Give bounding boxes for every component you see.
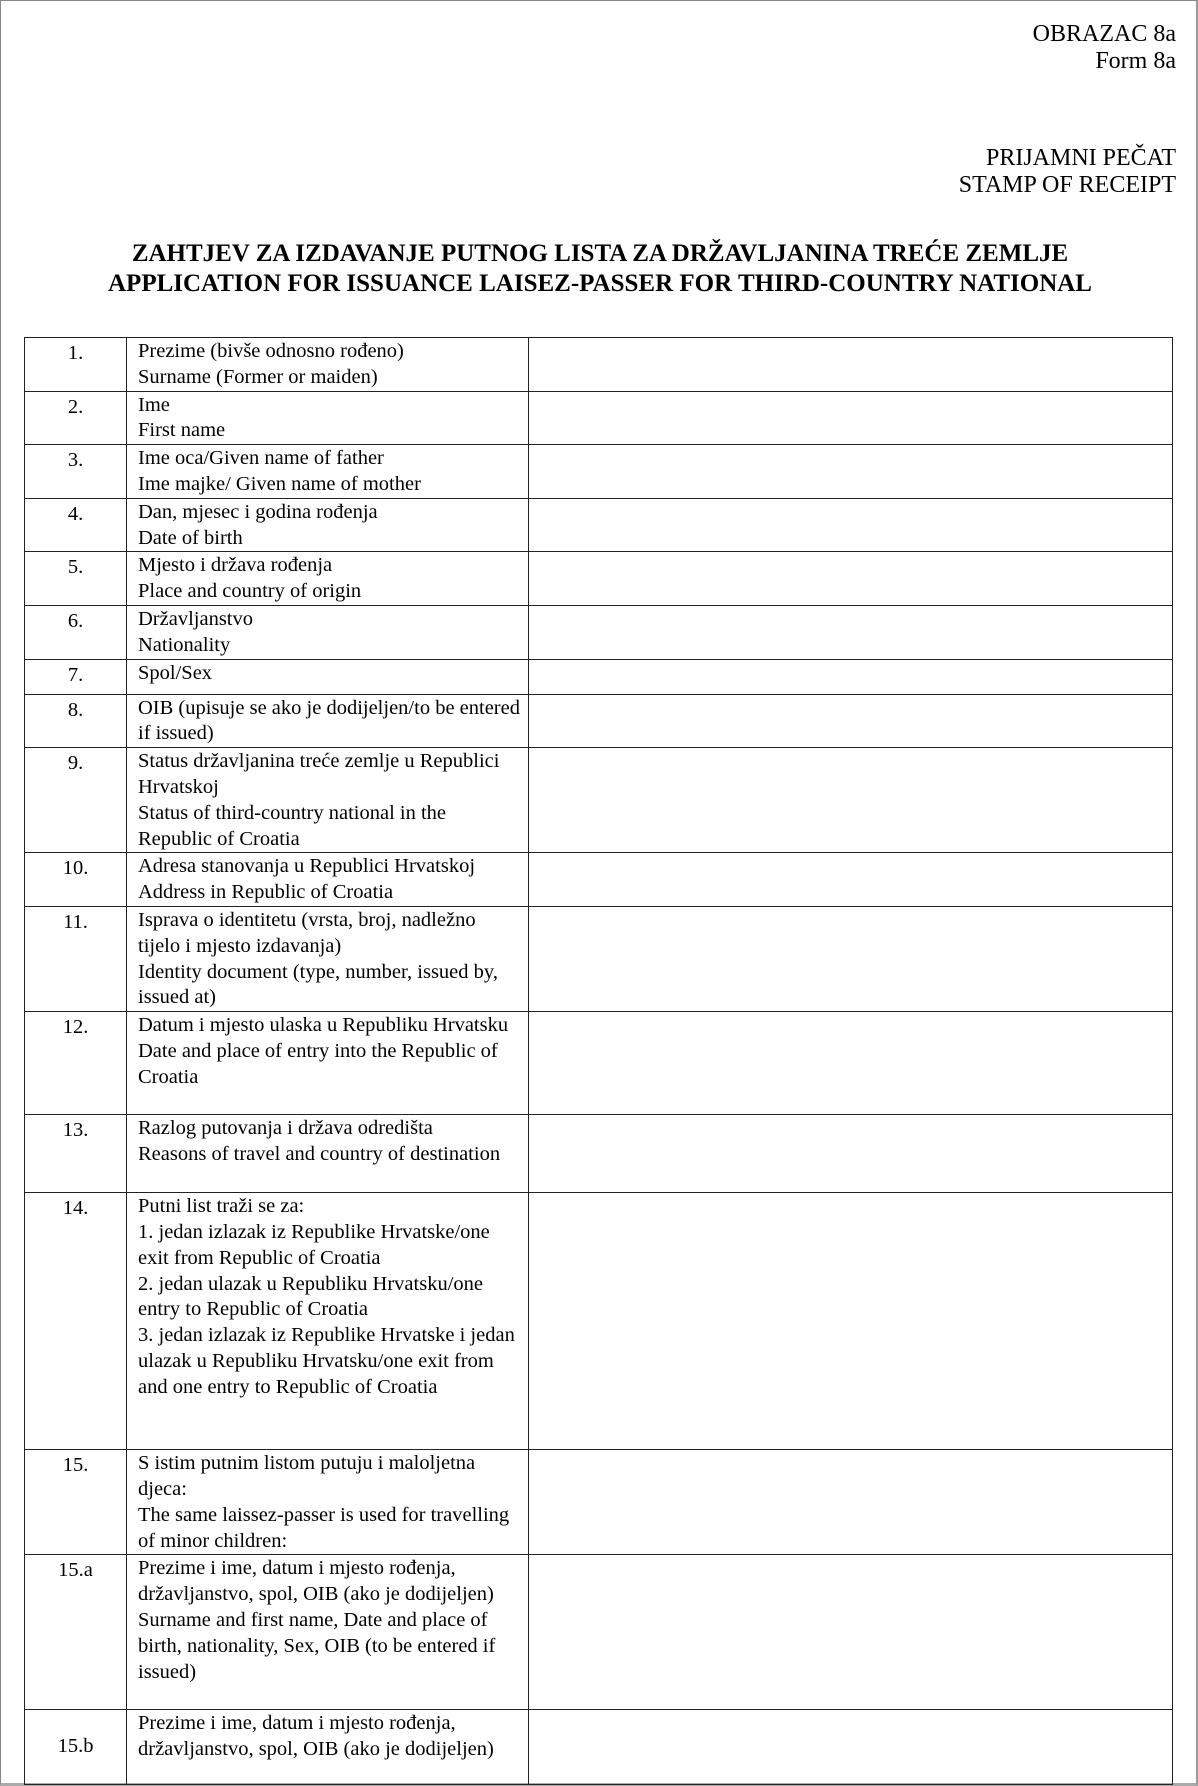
row-number: 3.	[25, 445, 127, 499]
title-hr: ZAHTJEV ZA IZDAVANJE PUTNOG LISTA ZA DRŽAVLJANINA TREĆE ZEMLJE	[131, 240, 1069, 267]
row-label: Mjesto i država rođenja Place and country of origin	[127, 552, 529, 606]
row-value-field[interactable]	[529, 748, 1173, 853]
table-row	[25, 1193, 1173, 1450]
row-value-field[interactable]	[529, 1450, 1173, 1555]
form-number	[1033, 21, 1176, 75]
row-label: Ime oca/Given name of father Ime majke/ Given name of mother	[127, 445, 529, 499]
row-number: 7.	[25, 659, 127, 694]
row-label: Spol/Sex	[127, 659, 529, 694]
row-label: Datum i mjesto ulaska u Republiku Hrvatsku Date and place of entry into the Republic of Croatia	[127, 1012, 529, 1115]
row-label: Ime First name	[127, 391, 529, 445]
row-label: S istim putnim listom putuju i maloljetna djeca: The same laissez-passer is used for travelling of minor children:	[127, 1450, 529, 1555]
table-row	[25, 748, 1173, 853]
table-row	[25, 391, 1173, 445]
row-value-field[interactable]	[529, 498, 1173, 552]
row-value-field[interactable]	[529, 1012, 1173, 1115]
stamp-label-hr: PRIJAMNI PEČAT	[985, 145, 1176, 171]
row-value-field[interactable]	[529, 605, 1173, 659]
row-label: Putni list traži se za: 1. jedan izlazak iz Republike Hrvatske/one exit from Republic of Croatia 2. jedan ulazak u Republiku Hrvatsku/one entry to Republic of Croatia 3. jedan izlazak iz Republike Hrvatske i jedan ulazak u Republiku Hrvatsku/one exit from and one entry to Republic of Croatia	[127, 1193, 529, 1450]
table-row	[25, 694, 1173, 748]
row-number: 13.	[25, 1115, 127, 1193]
table-row	[25, 605, 1173, 659]
table-row	[25, 552, 1173, 606]
row-value-field[interactable]	[529, 552, 1173, 606]
row-label: Adresa stanovanja u Republici Hrvatskoj Address in Republic of Croatia	[127, 853, 529, 907]
row-label: Prezime i ime, datum i mjesto rođenja, državljanstvo, spol, OIB (ako je dodijeljen) Surname and first name, Date and place of birth, nationality, Sex, OIB (to be entered if issued)	[127, 1555, 529, 1710]
row-number: 15.	[25, 1450, 127, 1555]
row-value-field[interactable]	[529, 1193, 1173, 1450]
row-value-field[interactable]	[529, 694, 1173, 748]
stamp-label-en: STAMP OF RECEIPT	[958, 172, 1176, 198]
table-row	[25, 1012, 1173, 1115]
row-number: 2.	[25, 391, 127, 445]
row-value-field[interactable]	[529, 1555, 1173, 1710]
row-number: 4.	[25, 498, 127, 552]
table-row	[25, 1115, 1173, 1193]
row-number: 8.	[25, 694, 127, 748]
row-label: Prezime i ime, datum i mjesto rođenja, državljanstvo, spol, OIB (ako je dodijeljen)	[127, 1710, 529, 1785]
form-number-hr: OBRAZAC 8a	[1032, 21, 1176, 47]
row-label: OIB (upisuje se ako je dodijeljen/to be entered if issued)	[127, 694, 529, 748]
row-label: Isprava o identitetu (vrsta, broj, nadležno tijelo i mjesto izdavanja) Identity document (type, number, issued by, issued at)	[127, 906, 529, 1011]
stamp-of-receipt	[959, 145, 1176, 199]
page-title	[1, 239, 1198, 299]
row-label: Prezime (bivše odnosno rođeno) Surname (Former or maiden)	[127, 338, 529, 392]
row-number: 5.	[25, 552, 127, 606]
form-number-en: Form 8a	[1095, 48, 1176, 74]
application-table	[24, 337, 1173, 1785]
row-number: 11.	[25, 906, 127, 1011]
table-row	[25, 1450, 1173, 1555]
row-number: 9.	[25, 748, 127, 853]
row-label: Državljanstvo Nationality	[127, 605, 529, 659]
row-number: 12.	[25, 1012, 127, 1115]
row-number: 14.	[25, 1193, 127, 1450]
row-value-field[interactable]	[529, 1115, 1173, 1193]
row-value-field[interactable]	[529, 445, 1173, 499]
row-value-field[interactable]	[529, 659, 1173, 694]
row-number: 15.a	[25, 1555, 127, 1710]
table-row	[25, 338, 1173, 392]
row-number: 15.b	[25, 1710, 127, 1785]
row-number: 10.	[25, 853, 127, 907]
row-label: Status državljanina treće zemlje u Republici Hrvatskoj Status of third-country national in the Republic of Croatia	[127, 748, 529, 853]
row-value-field[interactable]	[529, 906, 1173, 1011]
title-en: APPLICATION FOR ISSUANCE LAISEZ-PASSER FOR THIRD-COUNTRY NATIONAL	[108, 270, 1092, 297]
row-number: 1.	[25, 338, 127, 392]
row-value-field[interactable]	[529, 338, 1173, 392]
table-row	[25, 853, 1173, 907]
table-row	[25, 1710, 1173, 1785]
table-row	[25, 1555, 1173, 1710]
table-row	[25, 659, 1173, 694]
row-label: Razlog putovanja i država odredišta Reasons of travel and country of destination	[127, 1115, 529, 1193]
row-number: 6.	[25, 605, 127, 659]
table-row	[25, 445, 1173, 499]
row-label: Dan, mjesec i godina rođenja Date of birth	[127, 498, 529, 552]
table-row	[25, 498, 1173, 552]
row-value-field[interactable]	[529, 1710, 1173, 1785]
row-value-field[interactable]	[529, 391, 1173, 445]
table-row	[25, 906, 1173, 1011]
row-value-field[interactable]	[529, 853, 1173, 907]
